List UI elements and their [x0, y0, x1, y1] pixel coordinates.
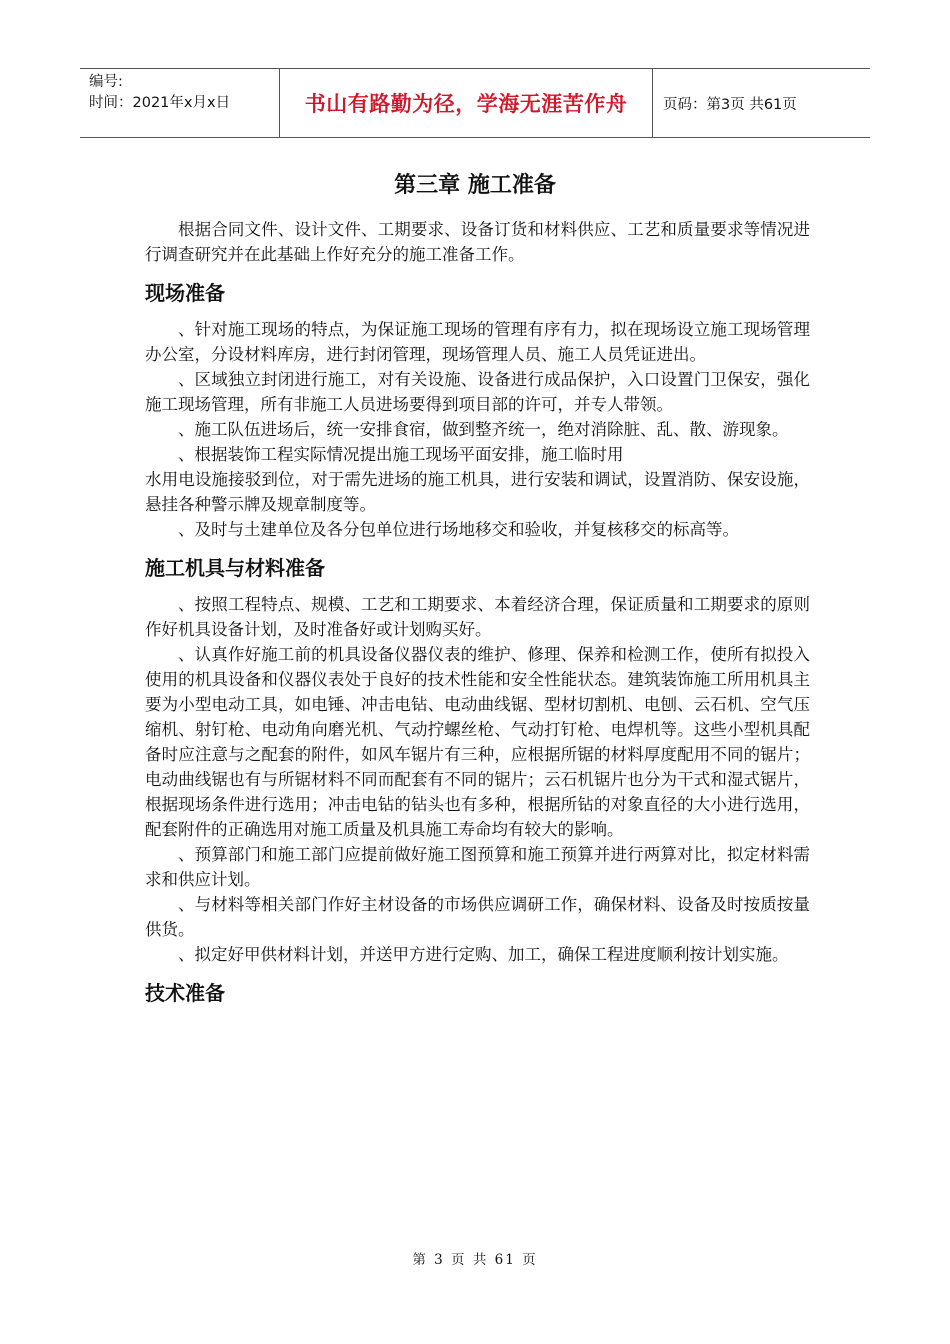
page-header — [80, 68, 870, 138]
paragraph: 、与材料等相关部门作好主材设备的市场供应调研工作，确保材料、设备及时按质按量供货。 — [145, 895, 810, 939]
paragraph: 、及时与土建单位及各分包单位进行场地移交和验收，并复核移交的标高等。 — [178, 520, 739, 539]
header-page-info-cell — [653, 69, 870, 137]
paragraph: 、针对施工现场的特点，为保证施工现场的管理有序有力，拟在现场设立施工现场管理办公室，分设材料库房，进行封闭管理，现场管理人员、施工人员凭证进出。 — [145, 320, 810, 364]
section-heading-site: 现场准备 — [145, 281, 225, 305]
page-footer: 第 3 页 共 61 页 — [412, 1252, 538, 1268]
chapter-title: 第三章 施工准备 — [394, 173, 556, 198]
paragraph: 、拟定好甲供材料计划，并送甲方进行定购、加工，确保工程进度顺利按计划实施。 — [178, 945, 789, 964]
doc-number-label: 编号: — [89, 74, 123, 90]
paragraph-continuation: 水用电设施接驳到位，对于需先进场的施工机具，进行安装和调试，设置消防、保安设施，悬挂各种警示牌及规章制度等。 — [145, 470, 810, 514]
document-body — [145, 217, 810, 1017]
paragraph: 、认真作好施工前的机具设备仪器仪表的维护、修理、保养和检测工作，使所有拟投入使用的机具设备和仪器仪表处于良好的技术性能和安全性能状态。建筑装饰施工所用机具主要为小型电动工具，如电锤、冲击电钻、电动曲线锯、型材切割机、电刨、云石机、空气压缩机、射钉枪、电动角向磨光机、气动拧螺丝枪、气动打钉枪、电焊机等。这些小型机具配备时应注意与之配套的附件，如风车锯片有三种，应根据所锯的材料厚度配用不同的锯片；电动曲线锯也有与所锯材料不同而配套有不同的锯片；云石机锯片也分为干式和湿式锯片，根据现场条件进行选用；冲击电钻的钻头也有多种，根据所钻的对象直径的大小进行选用，配套附件的正确选用对施工质量及机具施工寿命均有较大的影响。 — [145, 645, 810, 839]
date-label: 时间：2021年x月x日 — [89, 95, 231, 111]
intro-paragraph: 根据合同文件、设计文件、工期要求、设备订货和材料供应、工艺和质量要求等情况进行调查研究并在此基础上作好充分的施工准备工作。 — [145, 220, 810, 264]
page-info: 页码：第3页 共61页 — [663, 96, 797, 113]
paragraph: 、按照工程特点、规模、工艺和工期要求、本着经济合理，保证质量和工期要求的原则作好机具设备计划，及时准备好或计划购买好。 — [145, 595, 810, 639]
section-heading-machinery: 施工机具与材料准备 — [145, 556, 325, 580]
paragraph: 、预算部门和施工部门应提前做好施工图预算和施工预算并进行两算对比，拟定材料需求和供应计划。 — [145, 845, 810, 889]
paragraph: 、根据装饰工程实际情况提出施工现场平面安排，施工临时用 — [178, 445, 624, 464]
header-motto-cell — [280, 69, 653, 137]
paragraph: 、区域独立封闭进行施工，对有关设施、设备进行成品保护，入口设置门卫保安，强化施工现场管理，所有非施工人员进场要得到项目部的许可，并专人带领。 — [145, 370, 810, 414]
header-meta — [80, 69, 280, 137]
paragraph: 、施工队伍进场后，统一安排食宿，做到整齐统一，绝对消除脏、乱、散、游现象。 — [178, 420, 789, 439]
motto: 书山有路勤为径，学海无涯苦作舟 — [304, 92, 628, 116]
section-heading-technical: 技术准备 — [145, 981, 225, 1005]
